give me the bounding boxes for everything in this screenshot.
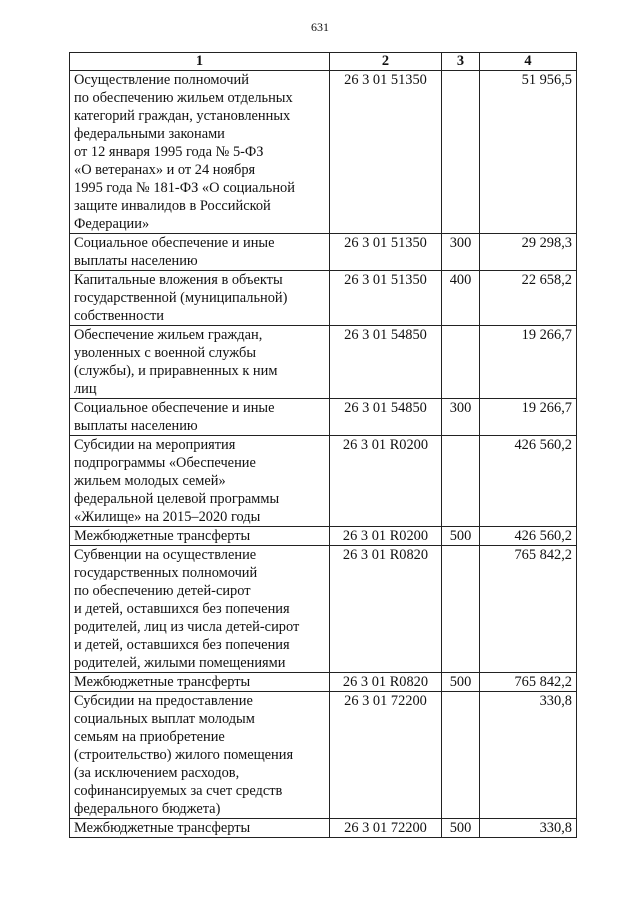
table-row [70,326,577,399]
row-amount: 765 842,2 [480,673,577,692]
row-amount: 426 560,2 [480,436,577,527]
row-name [70,399,330,436]
column-header-1: 1 [70,53,330,71]
row-name [70,819,330,838]
row-expense-type: 300 [442,234,480,271]
table-row [70,819,577,838]
page-number: 631 [311,20,329,34]
row-name-line: Осуществление полномочий [74,72,249,88]
row-expense-type: 500 [442,819,480,838]
table-row [70,271,577,326]
row-name-line: Обеспечение жильем граждан, [74,327,263,343]
row-name [70,71,330,234]
header-row [70,53,577,71]
row-code: 26 3 01 R0820 [330,546,442,673]
row-name [70,234,330,271]
column-header-4: 4 [480,53,577,71]
table-row [70,673,577,692]
row-name-line: (службы), и приравненных к ним [74,363,278,379]
row-name-line: выплаты населению [74,253,198,269]
table-row [70,399,577,436]
row-code: 26 3 01 72200 [330,819,442,838]
table-row [70,692,577,819]
row-expense-type: 400 [442,271,480,326]
row-name-line: «Жилище» на 2015–2020 годы [74,509,261,525]
row-name [70,326,330,399]
row-amount: 330,8 [480,819,577,838]
row-name [70,527,330,546]
row-name [70,673,330,692]
row-name-line: Межбюджетные трансферты [74,528,251,544]
row-expense-type [442,71,480,234]
row-name-line: Субсидии на мероприятия [74,437,236,453]
row-name-line: от 12 января 1995 года № 5-ФЗ [74,144,264,160]
row-name-line: семьям на приобретение [74,729,225,745]
row-name-line: и детей, оставшихся без попечения [74,601,290,617]
table-row [70,71,577,234]
row-amount: 426 560,2 [480,527,577,546]
row-name-line: (строительство) жилого помещения [74,747,294,763]
row-name-line: Межбюджетные трансферты [74,820,251,836]
row-code: 26 3 01 R0200 [330,436,442,527]
row-name-line: родителей, лиц из числа детей-сирот [74,619,300,635]
row-name-line: защите инвалидов в Российской [74,198,271,214]
row-name-line: государственных полномочий [74,565,258,581]
row-name-line: софинансируемых за счет средств [74,783,283,799]
row-name-line: Субвенции на осуществление [74,547,257,563]
table-row [70,527,577,546]
row-name-line: подпрограммы «Обеспечение [74,455,256,471]
row-name-line: лиц [74,381,97,397]
table-body [70,71,577,838]
row-expense-type: 500 [442,527,480,546]
row-name-line: федерального бюджета) [74,801,221,817]
row-name-line: (за исключением расходов, [74,765,240,781]
row-name-line: федеральной целевой программы [74,491,280,507]
column-header-2: 2 [330,53,442,71]
row-expense-type [442,692,480,819]
row-code: 26 3 01 72200 [330,692,442,819]
row-expense-type [442,436,480,527]
row-name-line: Социальное обеспечение и иные [74,400,275,416]
row-amount: 29 298,3 [480,234,577,271]
row-expense-type [442,326,480,399]
row-name-line: Капитальные вложения в объекты [74,272,283,288]
row-code: 26 3 01 51350 [330,71,442,234]
budget-table [69,52,577,838]
row-name-line: Социальное обеспечение и иные [74,235,275,251]
row-name-line: собственности [74,308,165,324]
row-amount: 22 658,2 [480,271,577,326]
row-name-line: федеральными законами [74,126,225,142]
row-name-line: Межбюджетные трансферты [74,674,251,690]
row-name-line: по обеспечению детей-сирот [74,583,251,599]
row-amount: 19 266,7 [480,399,577,436]
row-name-line: и детей, оставшихся без попечения [74,637,290,653]
row-name-line: социальных выплат молодым [74,711,255,727]
row-name-line: жильем молодых семей» [74,473,226,489]
row-expense-type: 500 [442,673,480,692]
table-row [70,546,577,673]
row-amount: 765 842,2 [480,546,577,673]
row-name [70,546,330,673]
row-expense-type: 300 [442,399,480,436]
column-header-3: 3 [442,53,480,71]
row-name-line: родителей, жилыми помещениями [74,655,286,671]
row-name [70,436,330,527]
row-code: 26 3 01 54850 [330,326,442,399]
row-name-line: государственной (муниципальной) [74,290,288,306]
row-name-line: 1995 года № 181-ФЗ «О социальной [74,180,295,196]
row-name [70,271,330,326]
row-amount: 51 956,5 [480,71,577,234]
row-name-line: уволенных с военной службы [74,345,256,361]
row-code: 26 3 01 54850 [330,399,442,436]
row-amount: 330,8 [480,692,577,819]
row-expense-type [442,546,480,673]
row-code: 26 3 01 51350 [330,271,442,326]
row-name-line: категорий граждан, установленных [74,108,291,124]
row-name-line: Федерации» [74,216,150,232]
row-code: 26 3 01 51350 [330,234,442,271]
row-name [70,692,330,819]
row-amount: 19 266,7 [480,326,577,399]
row-name-line: по обеспечению жильем отдельных [74,90,293,106]
row-code: 26 3 01 R0200 [330,527,442,546]
row-name-line: Субсидии на предоставление [74,693,253,709]
row-code: 26 3 01 R0820 [330,673,442,692]
row-name-line: «О ветеранах» и от 24 ноября [74,162,256,178]
row-name-line: выплаты населению [74,418,198,434]
table-row [70,234,577,271]
table-row [70,436,577,527]
